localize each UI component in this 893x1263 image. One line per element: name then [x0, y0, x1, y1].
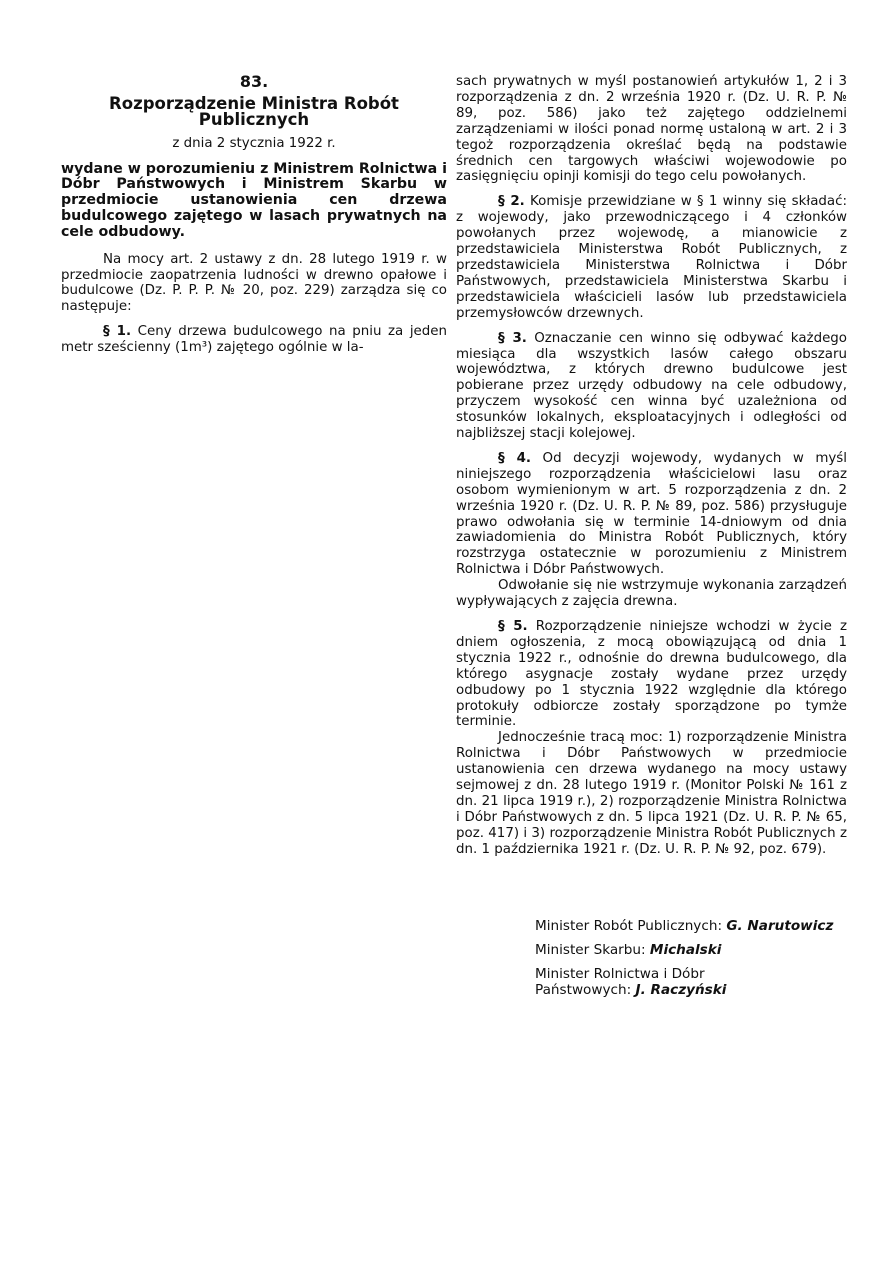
- section-5-paragraph-2: Jednocześnie tracą moc: 1) rozporządzenie Ministra Rolnictwa i Dóbr Państwowych w przedmiocie ustanowienia cen drzewa wydanego na mocy ustawy sejmowej z dn. 28 lutego 1919 r. (Monitor Polski № 161 z dn. 21 lipca 1919 r.), 2) rozporządzenie Ministra Rolnictwa i Dóbr Państwowych z dn. 5 lipca 1921 (Dz. U. R. P. № 65, poz. 417) i 3) rozporządzenie Ministra Robót Publicznych z dn. 1 października 1921 r. (Dz. U. R. P. № 92, poz. 679).: [456, 730, 847, 857]
- signatures: [535, 918, 855, 1006]
- section-5-text: Rozporządzenie niniejsze wchodzi w życie z dniem ogłoszenia, z mocą obowiązującą od dnia 1 stycznia 1922 r., odnośnie do drewna budulcowego, dla którego asygnacje zostały wydane przez urzędy odbudowy po 1 stycznia 1922 względnie dla którego protokuły odbiorcze zostały sporządzone po tymże terminie.: [456, 619, 848, 730]
- signature-line: [535, 918, 855, 934]
- left-column: [61, 74, 447, 356]
- signature-line: [535, 942, 855, 958]
- section-1-start: [61, 324, 447, 356]
- section-3: [456, 331, 847, 442]
- section-5: [456, 619, 847, 730]
- section-1-continued: sach prywatnych w myśl postanowień artykułów 1, 2 i 3 rozporządzenia z dn. 2 września 1920 r. (Dz. U. R. P. № 89, poz. 586) jako też zajętego oddzielnemi zarządzeniami w ilości ponad normę ustaloną w art. 2 i 3 tegoż rozporządzenia określać będą na podstawie średnich cen targowych właściwi wojewodowie po zasięgnięciu opinji komisji do tego celu powołanych.: [456, 74, 847, 185]
- section-2-text: Komisje przewidziane w § 1 winny się składać: z wojewody, jako przewodniczącego i 4 członków powołanych przez wojewodę, a mianowicie z przedstawiciela Ministerstwa Robót Publicznych, z przedstawiciela Ministerstwa Rolnictwa i Dóbr Państwowych, przedstawiciela Ministerstwa Skarbu i przedstawiciela właścicieli lasów lub przedstawiciela przemysłowców drzewnych.: [456, 194, 848, 321]
- signature-role: Minister Rolnictwa i Dóbr Państwowych:: [535, 966, 705, 998]
- section-4-text: Od decyzji wojewody, wydanych w myśl niniejszego rozporządzenia właścicielowi lasu oraz osobom wymienionym w art. 5 rozporządzenia z dn. 2 września 1920 r. (Dz. U. R. P. № 89, poz. 586) przysługuje prawo odwołania się w terminie 14-dniowym od dnia zawiadomienia do Ministra Robót Publicznych, który rozstrzyga ostatecznie w porozumieniu z Ministrem Rolnictwa i Dóbr Państwowych.: [456, 450, 847, 578]
- section-1-text-left: Ceny drzewa budulcowego na pniu za jeden metr sześcienny (1m³) zajętego ogólnie w la-: [61, 324, 447, 356]
- section-4-paragraph-2: Odwołanie się nie wstrzymuje wykonania zarządzeń wypływających z zajęcia drewna.: [456, 578, 847, 610]
- section-4-label: § 4.: [498, 450, 532, 466]
- section-3-text: Oznaczanie cen winno się odbywać każdego miesiąca dla wszystkich lasów całego obszaru województwa, z których drewno budulcowe jest pobierane przez urzędy odbudowy na cele odbudowy, przyczem wysokość cen winna być uzależniona od stosunków lokalnych, eksploatacyjnych i odległości od najbliższej stacji kolejowej.: [456, 330, 847, 442]
- section-4: [456, 451, 847, 578]
- section-3-label: § 3.: [498, 330, 527, 346]
- signature-name: Michalski: [649, 942, 722, 958]
- section-2: [456, 194, 847, 321]
- section-2-label: § 2.: [498, 194, 525, 210]
- signature-role: Minister Robót Publicznych:: [535, 918, 723, 934]
- right-column: [456, 74, 847, 858]
- signature-role: Minister Skarbu:: [535, 942, 646, 958]
- document-subtitle: wydane w porozumieniu z Ministrem Rolnictwa i Dóbr Państwowych i Ministrem Skarbu w przedmiocie ustanowienia cen drzewa budulcowego zajętego w lasach prywatnych na cele odbudowy.: [61, 160, 447, 240]
- preamble: Na mocy art. 2 ustawy z dn. 28 lutego 1919 r. w przedmiocie zaopatrzenia ludności w drewno opałowe i budulcowe (Dz. P. P. P. № 20, poz. 229) zarządza się co następuje:: [61, 251, 447, 315]
- section-1-label: § 1.: [103, 324, 132, 340]
- document-number: 83.: [239, 72, 269, 91]
- document-title: Rozporządzenie Ministra Robót Publicznych: [109, 93, 399, 129]
- signature-line: [535, 966, 805, 998]
- section-5-label: § 5.: [498, 619, 528, 634]
- signature-name: J. Raczyński: [635, 982, 727, 998]
- signature-name: G. Narutowicz: [726, 918, 834, 934]
- document-date: z dnia 2 stycznia 1922 r.: [172, 135, 336, 151]
